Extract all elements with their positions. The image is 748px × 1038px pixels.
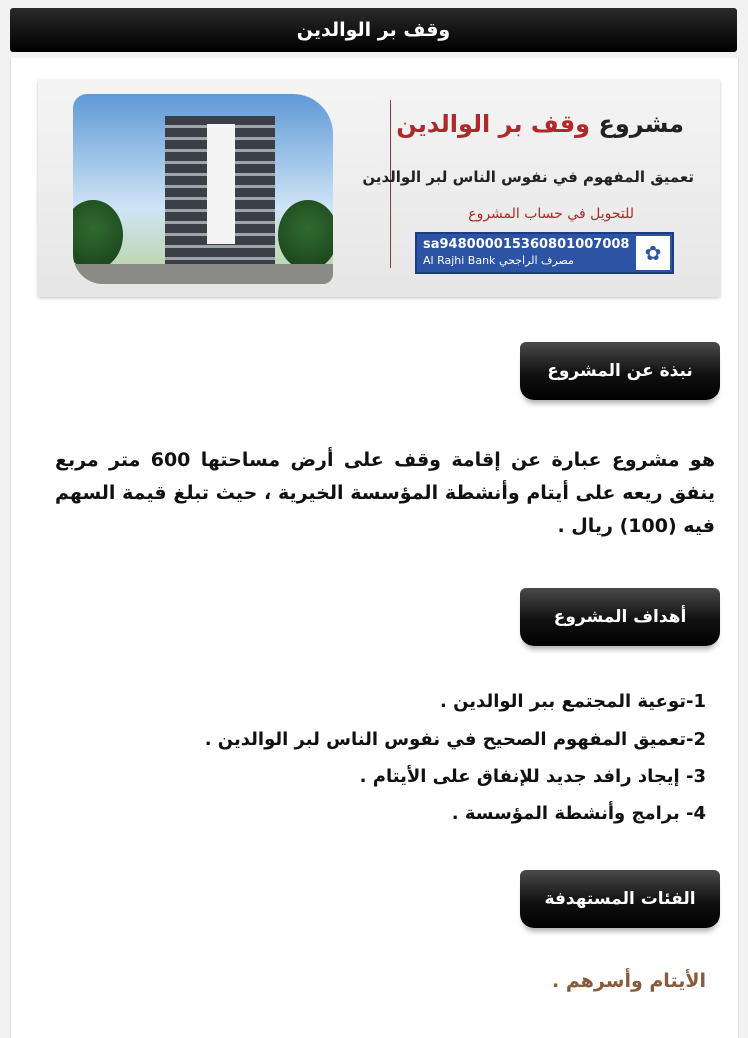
- goal-item: 3- إيجاد رافد جديد للإنفاق على الأيتام .: [359, 766, 706, 787]
- page-title: وقف بر الوالدين: [296, 19, 451, 41]
- bank-account-box: [415, 232, 674, 274]
- banner-transfer-note: للتحويل في حساب المشروع: [468, 206, 634, 222]
- ground: [73, 264, 333, 284]
- tree-image: [73, 200, 123, 270]
- bank-logo-icon: ✿: [636, 236, 670, 270]
- project-banner: [38, 80, 720, 297]
- section-heading-label: الفئات المستهدفة: [544, 889, 696, 909]
- goal-item: 1-توعية المجتمع ببر الوالدين .: [440, 691, 706, 712]
- tower-sign: [207, 124, 235, 244]
- banner-subtitle: تعميق المفهوم في نفوس الناس لبر الوالدين: [362, 168, 694, 186]
- iban-number: sa948000015360801007008: [423, 237, 630, 252]
- banner-title-highlight: وقف بر الوالدين: [396, 110, 591, 138]
- banner-title: [396, 110, 684, 138]
- section-heading-about: [520, 342, 720, 400]
- building-photo: [73, 94, 333, 284]
- tree-image: [278, 200, 333, 270]
- target-groups-text: الأيتام وأسرهم .: [552, 970, 706, 992]
- goal-item: 2-تعميق المفهوم الصحيح في نفوس الناس لبر الوالدين .: [204, 729, 706, 750]
- about-paragraph: هو مشروع عبارة عن إقامة وقف على أرض مساحتها 600 متر مربع ينفق ريعه على أيتام وأنشطة المؤسسة الخيرية ، حيث تبلغ قيمة السهم فيه (100) ريال .: [55, 449, 715, 537]
- page-title-bar: [10, 8, 737, 52]
- bank-name: Al Rajhi Bank مصرف الراجحي: [423, 254, 574, 267]
- goal-item: 4- برامج وأنشطة المؤسسة .: [451, 803, 706, 824]
- section-heading-label: نبذة عن المشروع: [547, 361, 693, 381]
- section-heading-goals: [520, 588, 720, 646]
- section-heading-target-groups: [520, 870, 720, 928]
- section-heading-label: أهداف المشروع: [553, 607, 687, 627]
- banner-title-prefix: مشروع: [598, 110, 684, 138]
- content-card: [10, 58, 739, 1038]
